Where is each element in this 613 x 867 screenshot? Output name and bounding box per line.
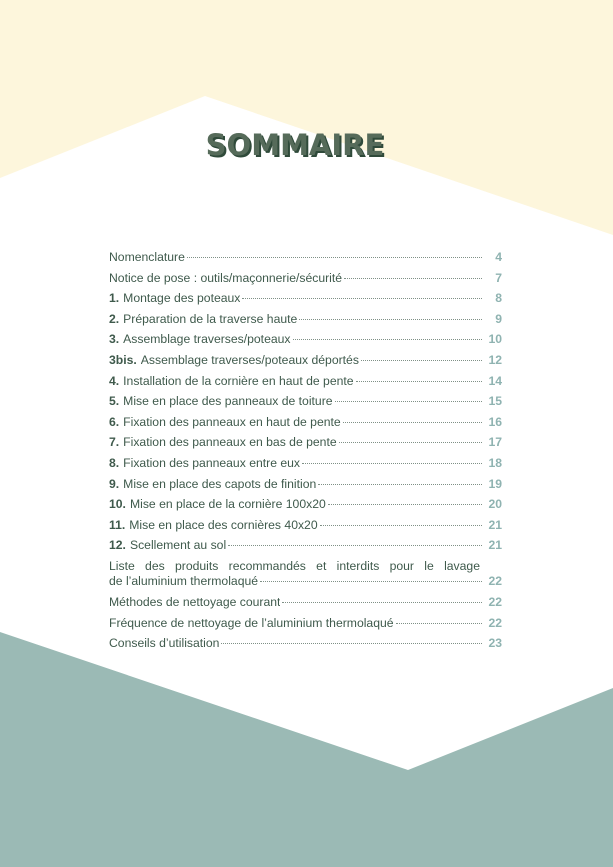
dot-leader	[335, 401, 482, 402]
toc-page-number: 9	[495, 311, 502, 326]
toc-page-number: 7	[495, 270, 502, 285]
dot-leader	[344, 278, 482, 279]
toc-entry-title: Assemblage traverses/poteaux	[123, 332, 291, 347]
toc-entry[interactable]	[109, 391, 502, 412]
dot-leader	[242, 298, 482, 299]
toc-page-number: 4	[495, 250, 502, 264]
dot-leader	[318, 484, 482, 485]
toc-page-number: 20	[488, 497, 502, 512]
toc-entry[interactable]	[109, 453, 502, 474]
toc-section-number: 5.	[109, 394, 120, 409]
toc-section-number: 6.	[109, 414, 120, 429]
toc-entry[interactable]	[109, 494, 502, 515]
toc-page-number: 21	[488, 538, 502, 553]
toc-page-number: 17	[488, 435, 502, 450]
toc-entry[interactable]	[109, 474, 502, 495]
toc-entry-line2	[109, 574, 502, 590]
toc-page-number: 19	[488, 476, 502, 491]
dot-leader	[293, 339, 482, 340]
dot-leader	[343, 422, 482, 423]
toc-entry-title: Nomenclature	[109, 250, 185, 264]
toc-page-number: 10	[488, 332, 502, 347]
toc-entry-title: Méthodes de nettoyage courant	[109, 594, 281, 609]
toc-section-number: 7.	[109, 435, 120, 450]
toc-page-number: 8	[495, 291, 502, 306]
toc-section-number: 1.	[109, 291, 120, 306]
toc-entry[interactable]	[109, 268, 502, 289]
toc-entry[interactable]	[109, 350, 502, 371]
toc-entry-title: Mise en place de la cornière 100x20	[129, 497, 326, 512]
toc-entry[interactable]	[109, 432, 502, 453]
toc-section-number: 2.	[109, 311, 120, 326]
toc-section-number: 9.	[109, 476, 120, 491]
toc-entry[interactable]	[109, 535, 502, 556]
toc-page-number: 22	[488, 594, 502, 609]
toc-entry-title: Mise en place des cornières 40x20	[129, 517, 318, 532]
toc-entry-title: Mise en place des capots de finition	[123, 476, 317, 491]
toc-page-number: 18	[488, 455, 502, 470]
toc-section-number: 3bis.	[109, 352, 137, 367]
toc-section-number: 12.	[109, 538, 126, 553]
toc-entry-title: Scellement au sol	[129, 538, 227, 553]
table-of-contents	[109, 247, 502, 654]
toc-entry[interactable]	[109, 288, 502, 309]
dot-leader	[282, 602, 482, 603]
toc-entry-title: Fréquence de nettoyage de l’aluminium thermolaqué	[109, 615, 394, 630]
toc-entry-title: Fixation des panneaux entre eux	[123, 455, 301, 470]
toc-page-number: 22	[488, 615, 502, 630]
toc-entry-title-line1: Liste des produits recommandés et interdits pour le lavage	[109, 558, 480, 573]
toc-entry[interactable]	[109, 412, 502, 433]
toc-entry-title: Assemblage traverses/poteaux déportés	[140, 352, 359, 367]
toc-entry-title: Notice de pose : outils/maçonnerie/sécurité	[109, 270, 343, 285]
toc-page-number: 15	[488, 394, 502, 409]
toc-section-number: 11.	[109, 517, 126, 532]
dot-leader	[328, 504, 482, 505]
toc-page-number: 12	[488, 352, 502, 367]
toc-entry[interactable]	[109, 633, 502, 654]
toc-section-number: 8.	[109, 455, 120, 470]
toc-section-number: 3.	[109, 332, 120, 347]
toc-entry-title: Mise en place des panneaux de toiture	[123, 394, 333, 409]
toc-entry[interactable]	[109, 559, 502, 590]
toc-entry[interactable]	[109, 515, 502, 536]
dot-leader	[339, 442, 482, 443]
dot-leader	[361, 360, 482, 361]
toc-entry-title: Conseils d’utilisation	[109, 636, 220, 651]
toc-entry[interactable]	[109, 309, 502, 330]
toc-entry-title: Fixation des panneaux en haut de pente	[123, 414, 341, 429]
dot-leader	[228, 545, 482, 546]
dot-leader	[299, 319, 482, 320]
toc-entry[interactable]	[109, 613, 502, 634]
dot-leader	[396, 623, 482, 624]
toc-entry[interactable]	[109, 592, 502, 613]
toc-page-number: 22	[488, 574, 502, 589]
toc-page-number: 16	[488, 414, 502, 429]
toc-entry-title-line2: de l’aluminium thermolaqué	[109, 574, 259, 589]
toc-entry-title: Installation de la cornière en haut de pente	[123, 373, 354, 388]
toc-section-number: 4.	[109, 373, 120, 388]
dot-leader	[221, 643, 482, 644]
toc-entry-title: Fixation des panneaux en bas de pente	[123, 435, 337, 450]
dot-leader	[187, 257, 482, 258]
dot-leader	[320, 525, 482, 526]
dot-leader	[260, 581, 482, 582]
toc-entry[interactable]	[109, 371, 502, 392]
toc-section-number: 10.	[109, 497, 126, 512]
page-title: SOMMAIRE	[205, 128, 385, 162]
toc-entry-title: Montage des poteaux	[123, 291, 241, 306]
toc-page-number: 14	[488, 373, 502, 388]
toc-entry[interactable]	[109, 329, 502, 350]
dot-leader	[302, 463, 482, 464]
dot-leader	[356, 381, 482, 382]
toc-entry[interactable]	[109, 247, 502, 268]
toc-page-number: 21	[488, 517, 502, 532]
toc-page-number: 23	[488, 636, 502, 651]
toc-entry-title: Préparation de la traverse haute	[123, 311, 298, 326]
